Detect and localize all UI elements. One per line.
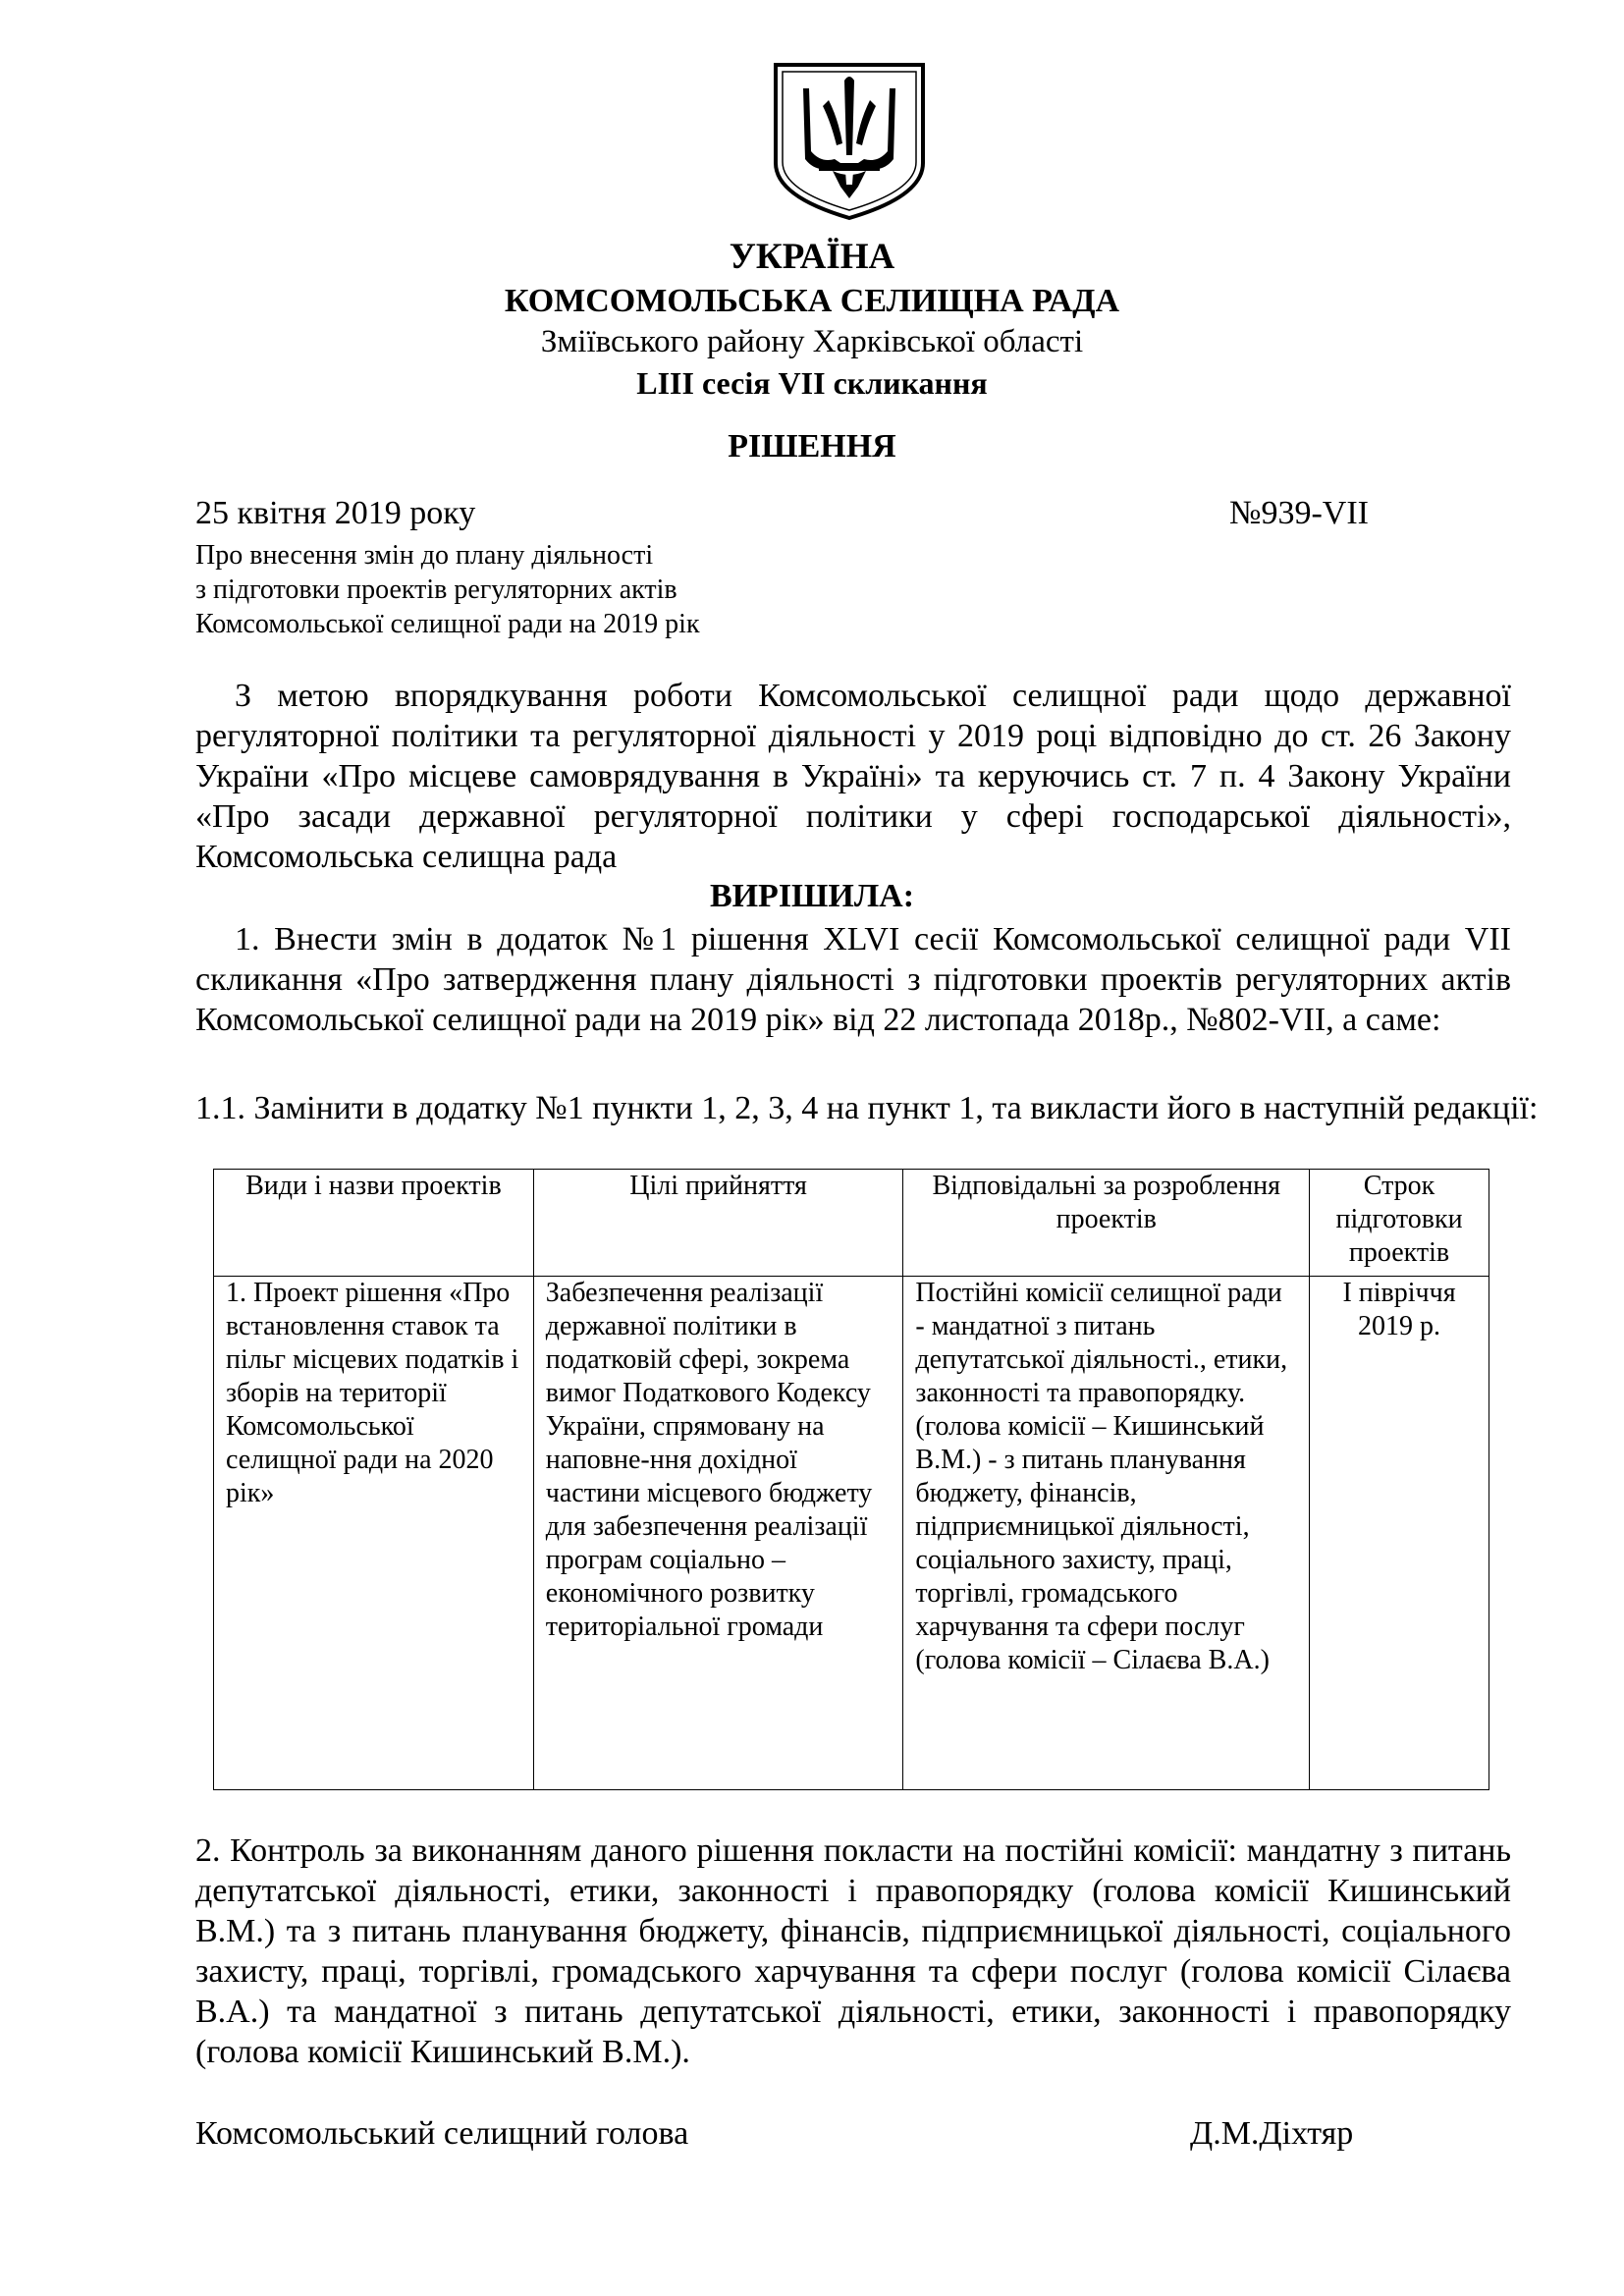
council-heading: КОМСОМОЛЬСЬКА СЕЛИЩНА РАДА xyxy=(504,283,1120,319)
cell-responsible: Постійні комісії селищної ради - мандатної з питань депутатської діяльності., етики, законності та правопорядку.(голова комісії – Кишинський В.М.) - з питань планування бюджету, фінансів, підприємницької діяльності, соціального захисту, праці, торгівлі, громадського харчування та сфери послуг (голова комісії – Сілаєва В.А.) xyxy=(903,1277,1310,1790)
signatory-name: Д.М.Діхтяр xyxy=(1190,2115,1354,2152)
decision-date: 25 квітня 2019 року xyxy=(195,495,476,531)
item-1-1-paragraph: 1.1. Замінити в додатку №1 пункти 1, 2, 3, 4 на пункт 1, та викласти його в наступній редакції: xyxy=(195,1090,1539,1126)
decision-subject xyxy=(195,538,883,641)
regulatory-plan-table xyxy=(213,1169,1489,1790)
item-1-paragraph: 1. Внести змін в додаток №1 рішення XLVI сесії Комсомольської селищної ради VII скликання «Про затвердження плану діяльності з підготовки проектів регуляторних актів Комсомольської селищної ради на 2019 рік» від 22 листопада 2018р., №802-VII, а саме: xyxy=(195,921,1511,1038)
subject-line: Комсомольської селищної ради на 2019 рік xyxy=(195,609,700,639)
signatory-title: Комсомольський селищний голова xyxy=(195,2115,689,2152)
intro-paragraph: З метою впорядкування роботи Комсомольської селищної ради щодо державної регуляторної політики та регуляторної діяльності у 2019 році відповідно до ст. 26 Закону України «Про місцеве самоврядування в Україні» та керуючись ст. 7 п. 4 Закону України «Про засади державної регуляторної політики у сфері господарської діяльності», Комсомольська селищна рада xyxy=(195,678,1511,875)
session-heading: LIII сесія VII скликання xyxy=(636,365,988,401)
document-type-heading: РІШЕННЯ xyxy=(728,428,896,465)
column-header-type: Види і назви проектів xyxy=(214,1170,534,1277)
column-header-responsible: Відповідальні за розроблення проектів xyxy=(903,1170,1310,1277)
column-header-goals: Цілі прийняття xyxy=(533,1170,903,1277)
table-row xyxy=(214,1277,1489,1790)
column-header-term: Строк підготовки проектів xyxy=(1310,1170,1489,1277)
table-header-row xyxy=(214,1170,1489,1277)
item-2-paragraph: 2. Контроль за виконанням даного рішення покласти на постійні комісії: мандатну з питань депутатської діяльності, етики, законності і правопорядку (голова комісії Кишинський В.М.) та з питань планування бюджету, фінансів, підприємницької діяльності, соціального захисту, праці, торгівлі, громадського харчування та сфери послуг (голова комісії Сілаєва В.А.) та мандатної з питань депутатської діяльності, етики, законності і правопорядку (голова комісії Кишинський В.М.). xyxy=(195,1832,1511,2070)
resolved-heading: ВИРІШИЛА: xyxy=(709,878,915,914)
subject-line: з підготовки проектів регуляторних актів xyxy=(195,574,677,605)
cell-goals: Забезпечення реалізації державної політики в податковій сфері, зокрема вимог Податкового Кодексу України, спрямовану на наповне-ння дохідної частини місцевого бюджету для забезпечення реалізації програм соціально – економічного розвитку територіальної громади xyxy=(533,1277,903,1790)
coat-of-arms-icon xyxy=(770,61,929,222)
decision-number: №939-VII xyxy=(1229,495,1369,531)
district-heading: Зміївського району Харківської області xyxy=(540,324,1084,359)
cell-term: І півріччя 2019 р. xyxy=(1310,1277,1489,1790)
subject-line: Про внесення змін до плану діяльності xyxy=(195,540,654,571)
country-heading: УКРАЇНА xyxy=(729,237,895,277)
cell-project-type: 1. Проект рішення «Про встановлення ставок та пільг місцевих податків і зборів на території Комсомольської селищної ради на 2020 рік» xyxy=(214,1277,534,1790)
